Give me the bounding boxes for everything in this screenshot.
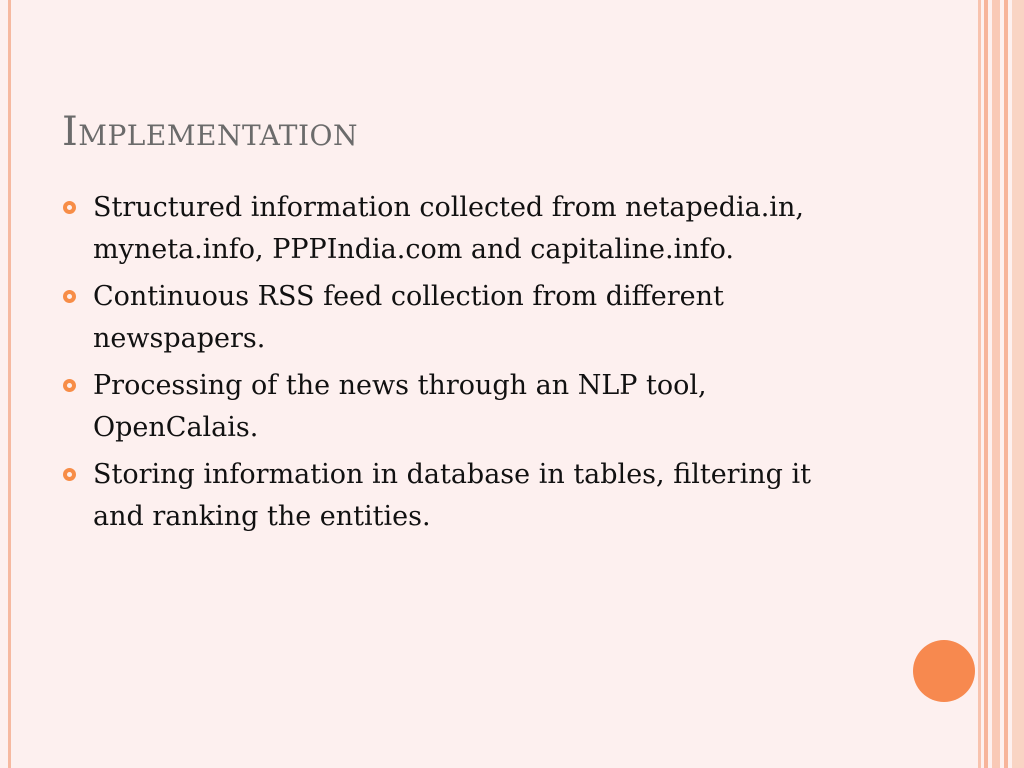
right-decorative-stripes — [978, 0, 1024, 768]
bullet-circle-icon — [63, 379, 76, 392]
bullet-text: Structured information collected from netapedia.in, myneta.info, PPPIndia.com and capitaline.info. — [93, 192, 804, 265]
stripe — [1004, 0, 1008, 768]
slide-title: Implementation — [62, 109, 358, 155]
bullet-item — [62, 187, 842, 270]
stripe — [1012, 0, 1024, 768]
bullet-text: Storing information in database in tables, filtering it and ranking the entities. — [93, 459, 811, 532]
bullet-circle-icon — [63, 290, 76, 303]
bullet-item — [62, 454, 842, 537]
bullet-circle-icon — [63, 468, 76, 481]
left-accent-line — [8, 0, 11, 768]
bullet-list — [62, 187, 842, 543]
stripe — [984, 0, 988, 768]
bullet-text: Continuous RSS feed collection from different newspapers. — [93, 281, 724, 354]
bullet-item — [62, 365, 842, 448]
bullet-circle-icon — [63, 201, 76, 214]
bullet-text: Processing of the news through an NLP tool, OpenCalais. — [93, 370, 707, 443]
stripe — [978, 0, 981, 768]
bullet-item — [62, 276, 842, 359]
decorative-circle-icon — [913, 640, 975, 702]
stripe — [992, 0, 1000, 768]
